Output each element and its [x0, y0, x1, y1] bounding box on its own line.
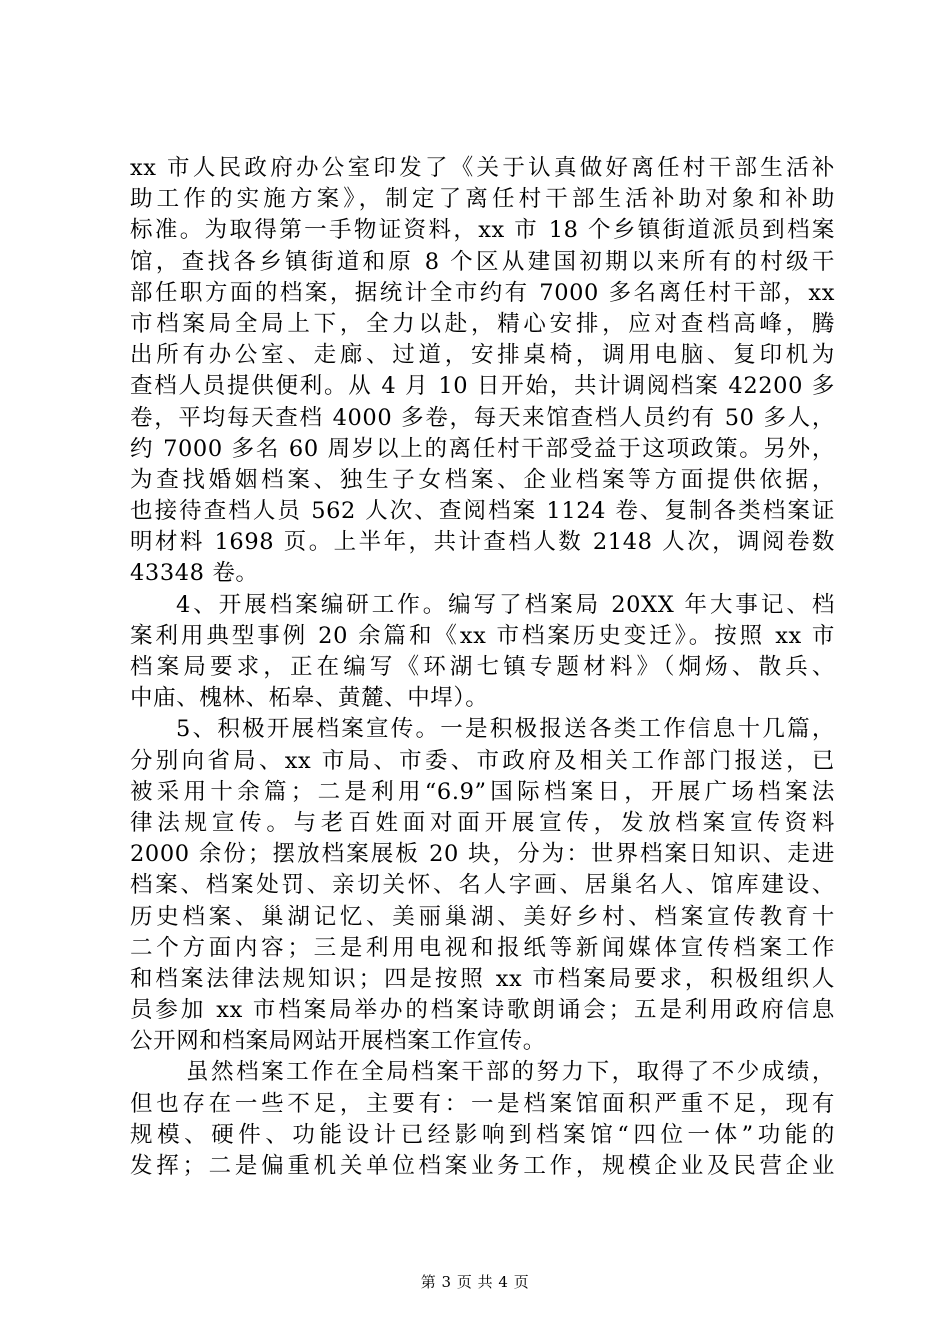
text-line: 查档人员提供便利。从 4 月 10 日开始，共计调阅档案 42200 多 — [130, 373, 835, 400]
text-line: xx 市人民政府办公室印发了《关于认真做好离任村干部生活补 — [130, 155, 835, 181]
text-line: 为查找婚姻档案、独生子女档案、企业档案等方面提供依据， — [130, 466, 835, 493]
text-line: 4、开展档案编研工作。编写了档案局 20XX 年大事记、档 — [176, 591, 835, 618]
text-line: 但也存在一些不足，主要有：一是档案馆面积严重不足，现有 — [130, 1090, 835, 1117]
text-line: 部任职方面的档案，据统计全市约有 7000 多名离任村干部，xx — [130, 279, 835, 306]
text-line: 公开网和档案局网站开展档案工作宣传。 — [130, 1028, 546, 1055]
text-line: 约 7000 多名 60 周岁以上的离任村干部受益于这项政策。另外， — [130, 435, 835, 462]
text-line: 助工作的实施方案》，制定了离任村干部生活补助对象和补助 — [130, 186, 835, 213]
text-line: 也接待查档人员 562 人次、查阅档案 1124 卷、复制各类档案证 — [130, 498, 835, 525]
text-line: 二个方面内容；三是利用电视和报纸等新闻媒体宣传档案工作 — [130, 934, 835, 961]
text-line: 出所有办公室、走廊、过道，安排桌椅，调用电脑、复印机为 — [130, 342, 835, 369]
text-line: 分别向省局、xx 市局、市委、市政府及相关工作部门报送，已 — [130, 747, 835, 774]
text-line: 档案局要求，正在编写《环湖七镇专题材料》（烔炀、散兵、 — [130, 654, 835, 680]
text-line: 和档案法律法规知识；四是按照 xx 市档案局要求，积极组织人 — [130, 965, 835, 992]
page-footer: 第 3 页 共 4 页 — [420, 1273, 530, 1291]
text-line: 卷，平均每天查档 4000 多卷，每天来馆查档人员约有 50 多人， — [130, 404, 835, 431]
text-line: 规模、硬件、功能设计已经影响到档案馆“四位一体”功能的 — [130, 1121, 835, 1148]
text-line: 虽然档案工作在全局档案干部的努力下，取得了不少成绩， — [186, 1059, 835, 1086]
text-line: 43348 卷。 — [130, 560, 259, 587]
text-line: 发挥；二是偏重机关单位档案业务工作，规模企业及民营企业 — [130, 1153, 835, 1179]
body-text — [130, 153, 835, 1182]
text-line: 律法规宣传。与老百姓面对面开展宣传，发放档案宣传资料 — [130, 809, 835, 836]
text-line: 被采用十余篇；二是利用“6.9”国际档案日，开展广场档案法 — [130, 778, 835, 805]
text-line: 5、积极开展档案宣传。一是积极报送各类工作信息十几篇， — [176, 716, 835, 743]
text-line: 员参加 xx 市档案局举办的档案诗歌朗诵会；五是利用政府信息 — [130, 997, 835, 1024]
text-line: 市档案局全局上下，全力以赴，精心安排，应对查档高峰，腾 — [130, 310, 835, 337]
text-line: 标准。为取得第一手物证资料，xx 市 18 个乡镇街道派员到档案 — [130, 217, 835, 244]
text-line: 历史档案、巢湖记忆、美丽巢湖、美好乡村、档案宣传教育十 — [130, 903, 835, 930]
text-line: 案利用典型事例 20 余篇和《xx 市档案历史变迁》。按照 xx 市 — [130, 622, 835, 649]
text-line: 馆，查找各乡镇街道和原 8 个区从建国初期以来所有的村级干 — [130, 248, 835, 275]
text-line: 明材料 1698 页。上半年，共计查档人数 2148 人次，调阅卷数 — [130, 529, 835, 556]
text-line: 中庙、槐林、柘皋、黄麓、中垾）。 — [130, 685, 489, 712]
text-line: 2000 余份；摆放档案展板 20 块，分为：世界档案日知识、走进 — [130, 841, 835, 868]
text-line: 档案、档案处罚、亲切关怀、名人字画、居巢名人、馆库建设、 — [130, 872, 835, 899]
